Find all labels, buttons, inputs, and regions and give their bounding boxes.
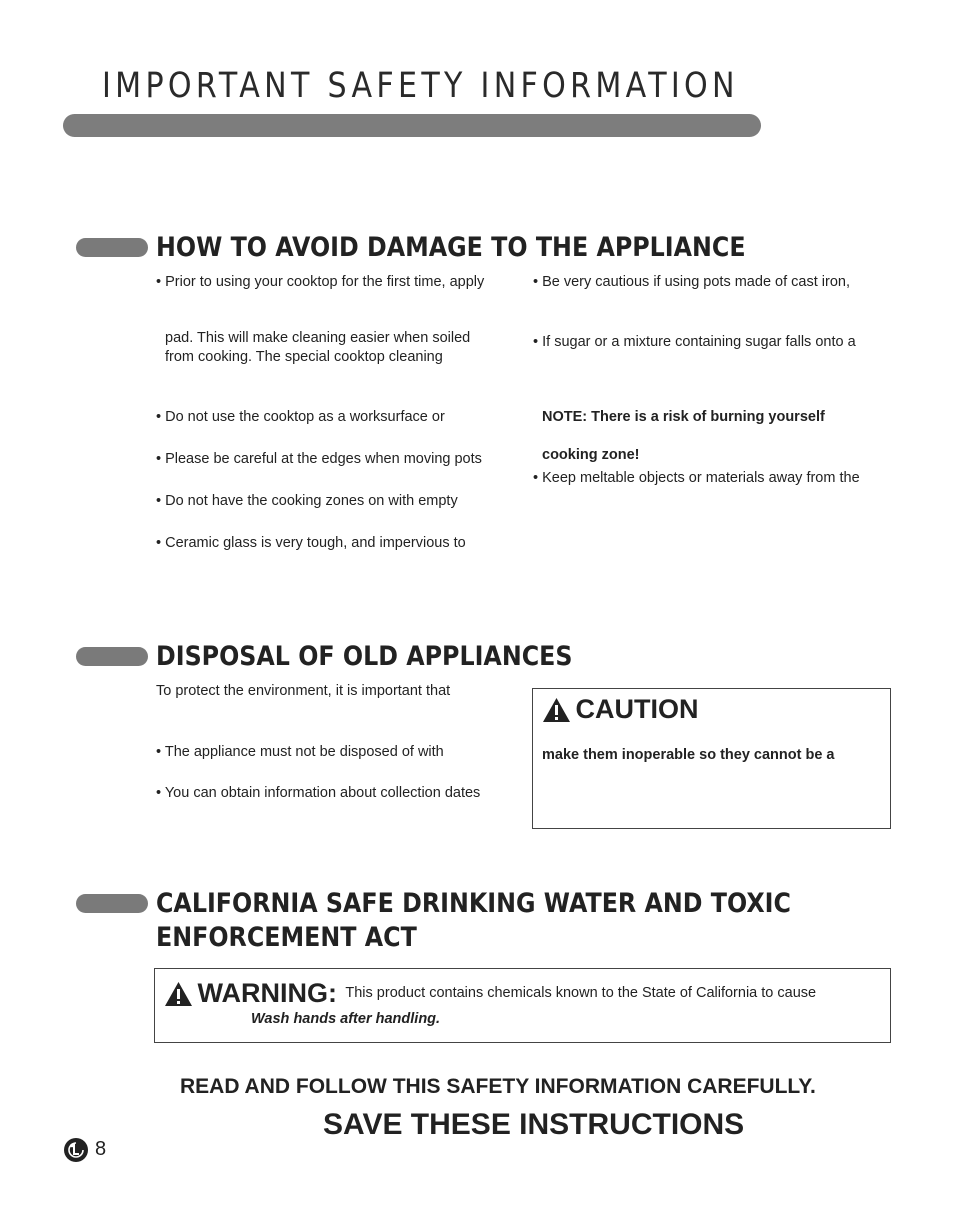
section-pill [76,647,148,666]
warning-note: Wash hands after handling. [251,1011,441,1027]
damage-right-3: • Keep meltable objects or materials away from the [533,470,860,486]
title-bar [63,114,761,137]
disposal-left-3: • You can obtain information about collection dates [156,785,481,801]
lg-logo-icon [63,1137,89,1163]
damage-left-1: • Prior to using your cooktop for the first time, apply [156,274,485,290]
damage-left-6: • Do not have the cooking zones on with empty [156,493,458,509]
damage-left-5: • Please be careful at the edges when moving pots [156,451,482,467]
footer-read-follow: READ AND FOLLOW THIS SAFETY INFORMATION CAREFULLY. [180,1075,816,1098]
damage-heading: HOW TO AVOID DAMAGE TO THE APPLIANCE [156,232,746,263]
caution-box [532,688,891,829]
caution-text: make them inoperable so they cannot be a [542,747,835,763]
warning-triangle-icon [164,981,193,1007]
disposal-left-2: • The appliance must not be disposed of with [156,744,444,760]
warning-header [164,978,816,1009]
damage-note: NOTE: There is a risk of burning yourself [542,409,825,425]
damage-right-2: • If sugar or a mixture containing sugar falls onto a [533,334,856,350]
caution-title: CAUTION [575,694,699,724]
damage-left-7: • Ceramic glass is very tough, and impervious to [156,535,466,551]
page-number: 8 [95,1138,107,1160]
disposal-intro: To protect the environment, it is important that [156,683,451,699]
warning-title: WARNING: [197,978,337,1008]
warning-triangle-icon [542,697,571,723]
warning-box [154,968,891,1043]
caution-header [542,694,698,725]
section-pill [76,238,148,257]
footer-save-instructions: SAVE THESE INSTRUCTIONS [323,1108,745,1141]
warning-text: This product contains chemicals known to the State of California to cause [345,985,817,1001]
california-heading-line1: CALIFORNIA SAFE DRINKING WATER AND TOXIC [156,888,791,919]
page-title: IMPORTANT SAFETY INFORMATION [102,66,739,106]
damage-left-4: • Do not use the cooktop as a worksurface or [156,409,445,425]
damage-left-2: pad. This will make cleaning easier when soiled [165,330,471,346]
damage-left-3: from cooking. The special cooktop cleaning [165,349,443,365]
california-heading-line2: ENFORCEMENT ACT [156,922,417,953]
section-pill [76,894,148,913]
damage-right-1: • Be very cautious if using pots made of cast iron, [533,274,850,290]
damage-note-2: cooking zone! [542,447,640,463]
disposal-heading: DISPOSAL OF OLD APPLIANCES [156,641,573,672]
